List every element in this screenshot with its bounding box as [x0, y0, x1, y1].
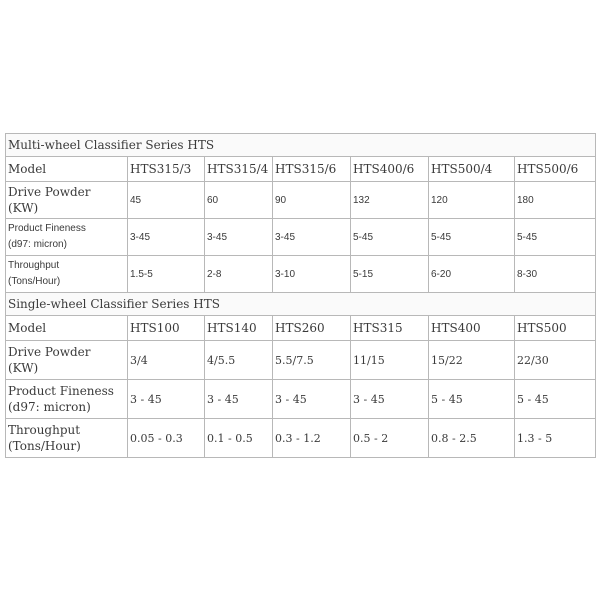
multi-fineness-row: [6, 219, 596, 256]
table-cell: 0.05 - 0.3: [128, 419, 205, 458]
label-line: Throughput: [8, 423, 81, 437]
table-cell: 60: [205, 182, 273, 219]
table-cell: 0.8 - 2.5: [429, 419, 515, 458]
label-unit: (d97: micron): [8, 239, 67, 250]
table-cell: 1.3 - 5: [515, 419, 596, 458]
table-cell: 2-8: [205, 256, 273, 293]
single-model-cell: HTS100: [128, 316, 205, 341]
label-unit: (Tons/Hour): [8, 439, 81, 453]
label-line: Drive Powder: [8, 185, 91, 199]
table-cell: 3 - 45: [205, 380, 273, 419]
multi-model-cell: HTS500/4: [429, 157, 515, 182]
single-section-title: Single-wheel Classifier Series HTS: [6, 293, 596, 316]
table-cell: 120: [429, 182, 515, 219]
multi-model-cell: HTS400/6: [351, 157, 429, 182]
label-unit: (Tons/Hour): [8, 276, 61, 287]
multi-power-row: [6, 182, 596, 219]
single-power-row: [6, 341, 596, 380]
multi-model-cell: HTS315/3: [128, 157, 205, 182]
table-cell: 6-20: [429, 256, 515, 293]
table-cell: 1.5-5: [128, 256, 205, 293]
table-cell: 5-45: [429, 219, 515, 256]
table-cell: 5-15: [351, 256, 429, 293]
multi-power-label: [6, 182, 128, 219]
multi-throughput-row: [6, 256, 596, 293]
multi-model-cell: HTS500/6: [515, 157, 596, 182]
multi-model-row: [6, 157, 596, 182]
table-cell: 5-45: [351, 219, 429, 256]
single-model-cell: HTS500: [515, 316, 596, 341]
table-cell: 8-30: [515, 256, 596, 293]
table-cell: 0.3 - 1.2: [273, 419, 351, 458]
label-line: Drive Powder: [8, 345, 91, 359]
classifier-spec-table: [5, 133, 596, 458]
table-cell: 0.1 - 0.5: [205, 419, 273, 458]
single-model-row: [6, 316, 596, 341]
multi-model-label: Model: [6, 157, 128, 182]
single-fineness-row: [6, 380, 596, 419]
table-cell: 11/15: [351, 341, 429, 380]
table-cell: 3 - 45: [128, 380, 205, 419]
label-unit: (KW): [8, 361, 39, 375]
table-cell: 5 - 45: [429, 380, 515, 419]
table-cell: 3-45: [128, 219, 205, 256]
single-title-row: [6, 293, 596, 316]
multi-model-cell: HTS315/4: [205, 157, 273, 182]
table-cell: 5-45: [515, 219, 596, 256]
multi-section-title: Multi-wheel Classifier Series HTS: [6, 134, 596, 157]
table-cell: 3-45: [273, 219, 351, 256]
table-cell: 3-45: [205, 219, 273, 256]
table-cell: 90: [273, 182, 351, 219]
table-cell: 3 - 45: [351, 380, 429, 419]
label-line: Throughput: [8, 260, 60, 271]
multi-model-cell: HTS315/6: [273, 157, 351, 182]
label-unit: (d97: micron): [8, 400, 91, 414]
table-cell: 5 - 45: [515, 380, 596, 419]
table-cell: 15/22: [429, 341, 515, 380]
single-model-cell: HTS400: [429, 316, 515, 341]
single-model-cell: HTS315: [351, 316, 429, 341]
multi-title-row: [6, 134, 596, 157]
single-model-cell: HTS260: [273, 316, 351, 341]
single-model-label: Model: [6, 316, 128, 341]
multi-throughput-label: [6, 256, 128, 293]
table-cell: 132: [351, 182, 429, 219]
table-cell: 5.5/7.5: [273, 341, 351, 380]
single-throughput-label: [6, 419, 128, 458]
single-model-cell: HTS140: [205, 316, 273, 341]
table-cell: 4/5.5: [205, 341, 273, 380]
table-cell: 180: [515, 182, 596, 219]
table-cell: 3-10: [273, 256, 351, 293]
label-unit: (KW): [8, 201, 39, 215]
table-cell: 0.5 - 2: [351, 419, 429, 458]
single-throughput-row: [6, 419, 596, 458]
table-cell: 22/30: [515, 341, 596, 380]
multi-fineness-label: [6, 219, 128, 256]
single-power-label: [6, 341, 128, 380]
label-line: Product Fineness: [8, 223, 86, 234]
table-cell: 3 - 45: [273, 380, 351, 419]
label-line: Product Fineness: [8, 384, 114, 398]
table-cell: 3/4: [128, 341, 205, 380]
single-fineness-label: [6, 380, 128, 419]
table-cell: 45: [128, 182, 205, 219]
